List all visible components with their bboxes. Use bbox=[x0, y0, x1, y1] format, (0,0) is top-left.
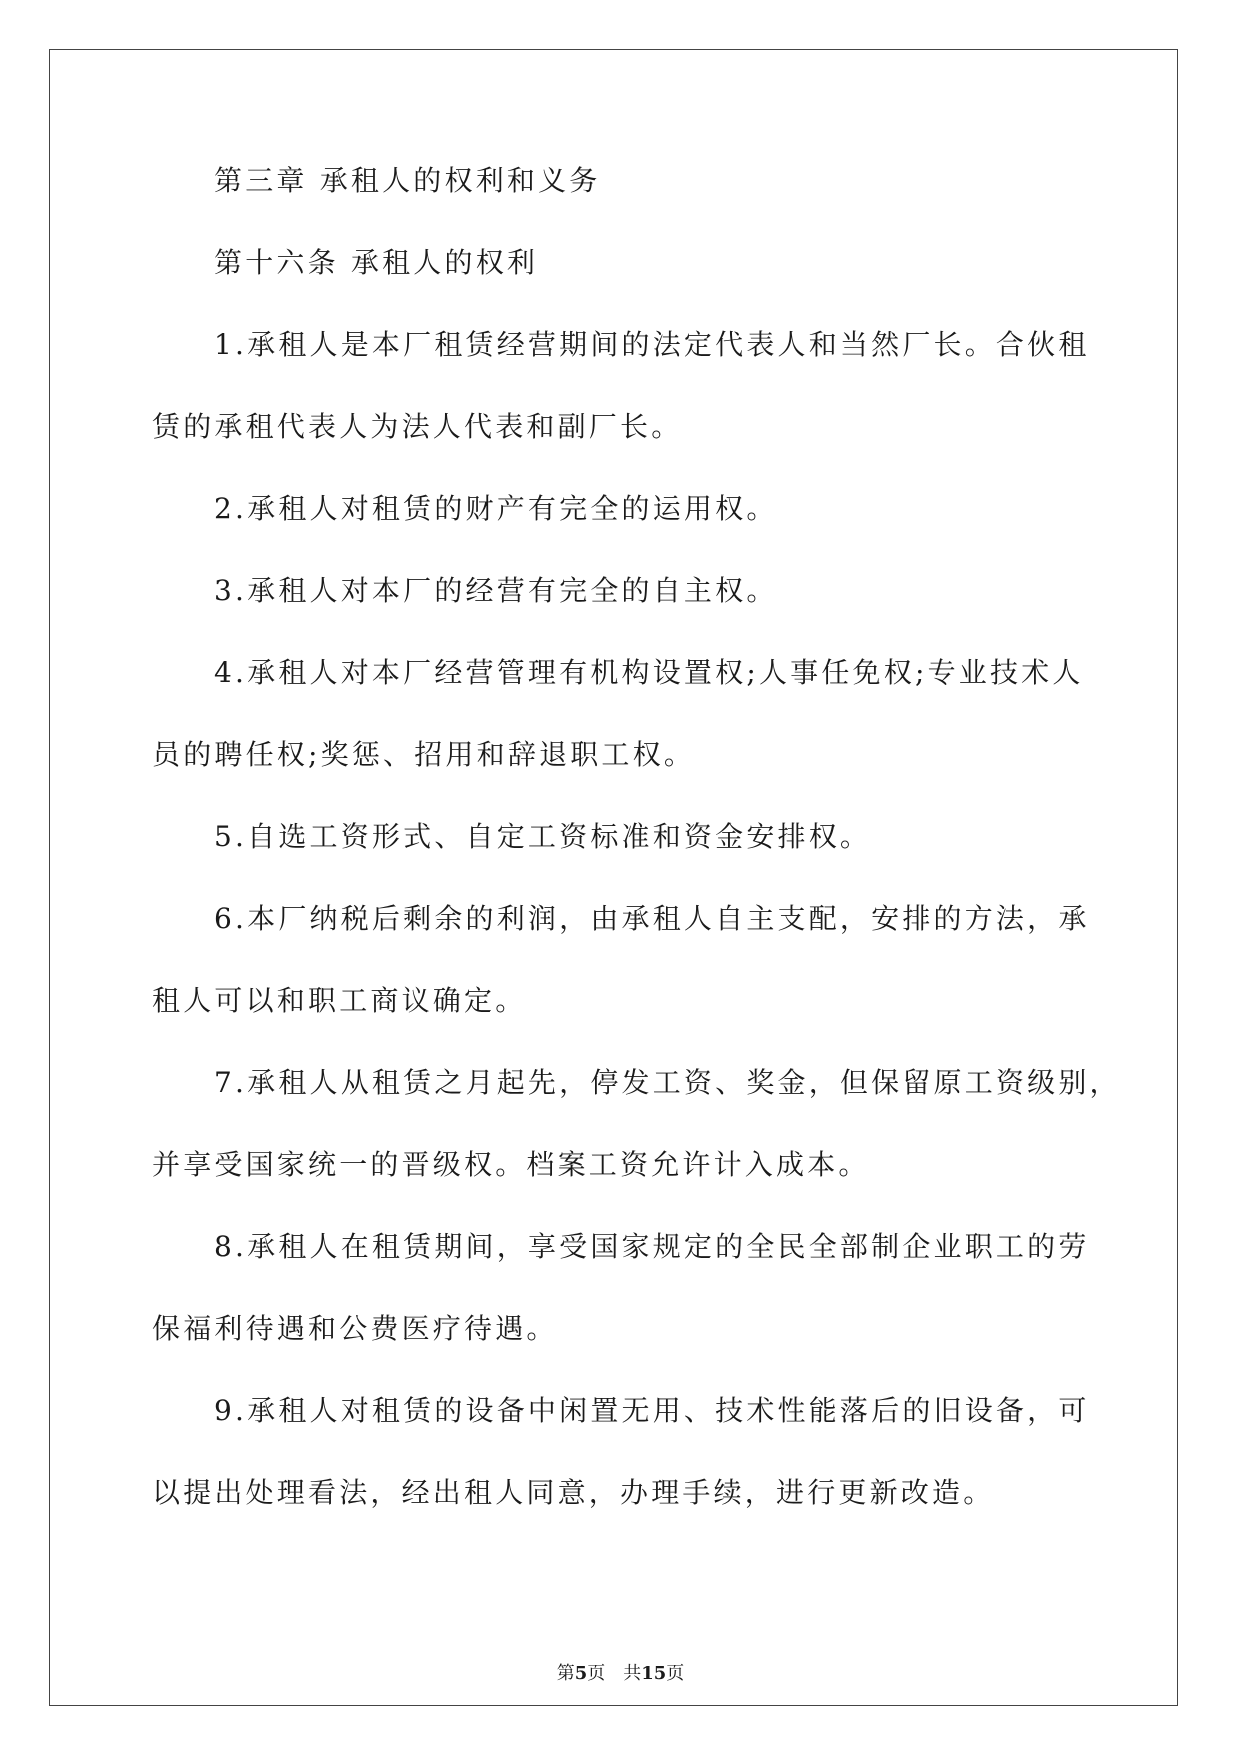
paragraph-line: 3.承租人对本厂的经营有完全的自主权。 bbox=[214, 574, 778, 607]
paragraph-line: 2.承租人对租赁的财产有完全的运用权。 bbox=[214, 492, 778, 525]
article-heading: 第十六条 承租人的权利 bbox=[214, 246, 539, 279]
paragraph-line: 保福利待遇和公费医疗待遇。 bbox=[152, 1312, 558, 1345]
footer-page-suffix: 页 bbox=[587, 1663, 606, 1684]
footer-total-suffix: 页 bbox=[666, 1663, 685, 1684]
paragraph-line: 以提出处理看法，经出租人同意，办理手续，进行更新改造。 bbox=[152, 1476, 995, 1509]
paragraph-line: 赁的承租代表人为法人代表和副厂长。 bbox=[152, 410, 683, 443]
page-footer bbox=[0, 1662, 1241, 1686]
paragraph-line: 员的聘任权;奖惩、招用和辞退职工权。 bbox=[152, 738, 696, 771]
paragraph-line: 7.承租人从租赁之月起先，停发工资、奖金，但保留原工资级别， bbox=[214, 1066, 1121, 1099]
footer-total-prefix: 共 bbox=[623, 1663, 642, 1684]
paragraph-line: 租人可以和职工商议确定。 bbox=[152, 984, 527, 1017]
paragraph-line: 5.自选工资形式、自定工资标准和资金安排权。 bbox=[214, 820, 872, 853]
chapter-heading: 第三章 承租人的权利和义务 bbox=[214, 164, 601, 197]
paragraph-line: 9.承租人对租赁的设备中闲置无用、技术性能落后的旧设备，可 bbox=[214, 1394, 1090, 1427]
paragraph-line: 4.承租人对本厂经营管理有机构设置权;人事任免权;专业技术人 bbox=[214, 656, 1084, 689]
footer-prefix: 第 bbox=[556, 1663, 575, 1684]
paragraph-line: 并享受国家统一的晋级权。档案工资允许计入成本。 bbox=[152, 1148, 870, 1181]
paragraph-line: 8.承租人在租赁期间，享受国家规定的全民全部制企业职工的劳 bbox=[214, 1230, 1090, 1263]
document-body bbox=[152, 162, 1121, 1556]
current-page-number: 5 bbox=[574, 1663, 588, 1684]
paragraph-line: 1.承租人是本厂租赁经营期间的法定代表人和当然厂长。合伙租 bbox=[214, 328, 1090, 361]
paragraph-line: 6.本厂纳税后剩余的利润，由承租人自主支配，安排的方法，承 bbox=[214, 902, 1090, 935]
total-page-number: 15 bbox=[641, 1663, 667, 1684]
